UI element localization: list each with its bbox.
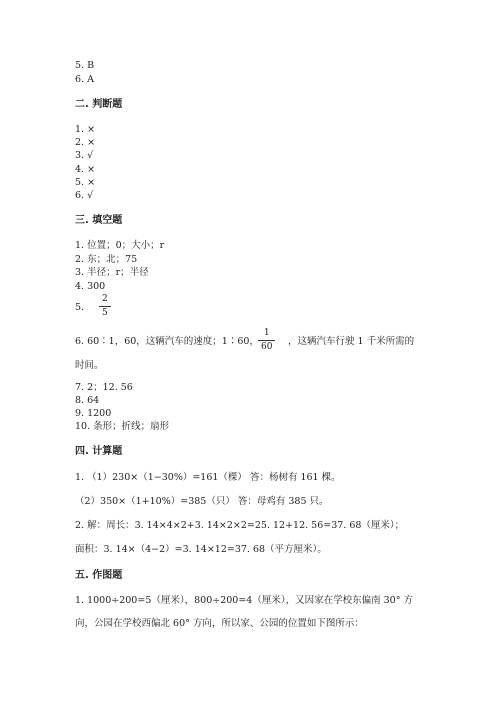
fraction-denominator: 5 [102, 308, 108, 318]
answer-line-5-label: 5. [75, 302, 85, 313]
answer-line: （2）350×（1+10%）=385（只） 答：母鸡有 385 只。 [75, 496, 329, 507]
answer-line: 8. 64 [75, 395, 100, 406]
section-heading-fill: 三. 填空题 [75, 215, 123, 226]
answer-line-6: 6. 60∶1，60，这辆汽车的速度；1∶60， [75, 336, 259, 347]
answer-line: 4. × [75, 164, 96, 175]
answer-line: 3. 半径；r；半径 [75, 267, 149, 278]
answer-line: 面积：3. 14×（4−2）=3. 14×12=37. 68（平方厘米）。 [75, 544, 327, 555]
answer-line: 10. 条形；折线；扇形 [75, 421, 170, 432]
section-heading-calc: 四. 计算题 [75, 446, 123, 457]
fraction-bar [99, 306, 111, 307]
answer-line: 向，公园在学校西偏北 60° 方向，所以家、公园的位置如下图所示： [75, 618, 364, 629]
answer-line: 6. √ [75, 190, 94, 201]
answer-line: 4. 300 [75, 281, 106, 292]
fraction-one-sixtieth [258, 328, 275, 353]
answer-line: 1. 位置；0；大小；r [75, 240, 165, 251]
answer-line: 9. 1200 [75, 408, 112, 419]
section-heading-draw: 五. 作图题 [75, 570, 123, 581]
answer-line: 5. × [75, 177, 96, 188]
fraction-numerator: 1 [263, 328, 270, 338]
section-heading-judge: 二. 判断题 [75, 99, 123, 110]
answer-line: 2. × [75, 137, 96, 148]
fraction-numerator: 2 [102, 294, 108, 304]
answer-line: 7. 2；12. 56 [75, 382, 133, 393]
answer-line: 6. A [75, 74, 94, 85]
answer-line-6-cont: ，这辆汽车行驶 1 千米所需的 [288, 336, 415, 347]
answer-line-6-wrap: 时间。 [75, 360, 104, 371]
answer-line: 2. 东；北；75 [75, 254, 138, 265]
answer-line: 5. B [75, 60, 95, 71]
answer-line: 2. 解：周长：3. 14×4×2+3. 14×2×2=25. 12+12. 56=37. 68（厘米）； [75, 520, 405, 531]
fraction-denominator: 60 [261, 342, 273, 352]
fraction-two-fifths [99, 294, 111, 319]
answer-line: 1. × [75, 124, 96, 135]
fraction-bar [258, 340, 275, 341]
answer-line: 1. （1）230×（1−30%）=161（棵） 答：杨树有 161 棵。 [75, 472, 341, 483]
answer-line: 3. √ [75, 150, 94, 161]
answer-line: 1. 1000÷200=5（厘米），800÷200=4（厘米），又因家在学校东偏南 30° 方 [75, 595, 413, 606]
